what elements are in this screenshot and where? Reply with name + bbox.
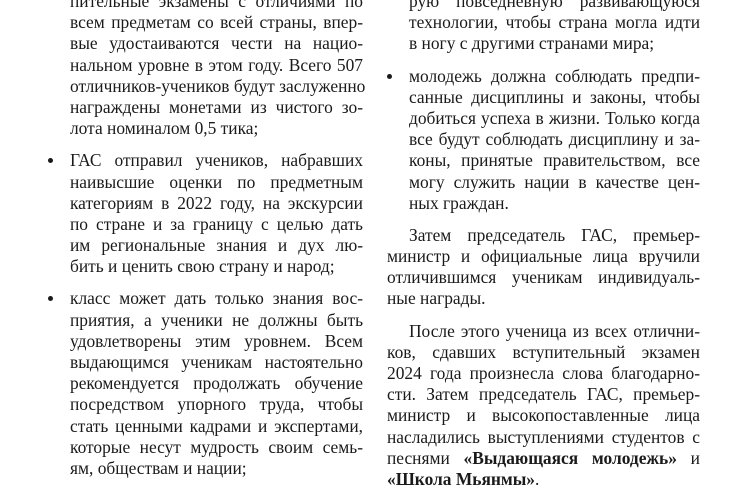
text-line: министр и высокопоставленные лица (387, 405, 700, 426)
paragraph (387, 225, 700, 310)
text-line: по стране и за границу с целью дать (70, 213, 363, 234)
text-line: коны, принятые правительством, все (409, 150, 700, 171)
list-item (387, 0, 700, 55)
text-line: лота номиналом 0,5 тика; (70, 118, 259, 139)
text-line: отличившимся ученикам индивидуаль- (387, 267, 700, 288)
text-line: Затем председатель ГАС, премьер- (409, 224, 700, 245)
text-line: рую повседневную развивающуюся (409, 0, 700, 11)
text-line: могу служить нации в качестве цен- (409, 171, 700, 192)
text-line: вые удостаиваются чести на нацио- (70, 33, 363, 54)
bullet-icon (48, 296, 53, 301)
text-line: 2024 года произнесла слова благодарно- (387, 363, 700, 383)
text-line: награждены монетами из чистого зо- (70, 96, 363, 117)
text-line: технологии, чтобы страна могла идти (409, 12, 700, 33)
text-line: нальном уровне в этом году. Всего 507 (70, 54, 363, 75)
text-line: категориям в 2022 году, на экскурсии (70, 192, 363, 213)
text-line: добиться успеха в жизни. Только когда (409, 107, 700, 128)
text-line: всем предметам со всей страны, впер- (70, 12, 363, 33)
text-line: ных граждан. (409, 192, 509, 213)
right-column (387, 0, 700, 490)
text-line: приятия, а ученики не должны быть (70, 309, 363, 330)
text-line: выдающимся ученикам настоятельно (70, 352, 363, 372)
text-line: молодежь должна соблюдать предпи- (409, 65, 700, 86)
text-line: ков, сдавших вступительный экзамен (387, 341, 700, 362)
text-line: удовлетворены этим уровнем. Всем (70, 330, 363, 351)
text-line: наивысшие оценки по предметным (70, 171, 363, 192)
left-column (48, 0, 366, 479)
text-fragment: . (535, 468, 540, 489)
bullet-icon (48, 158, 53, 163)
text-line: стать ценными кадрами и экспертами, (70, 415, 363, 436)
text-line: пительные экзамены с отличиями по (70, 0, 363, 11)
text-line: санные дисциплины и законы, чтобы (409, 86, 700, 107)
text-line: ГАС отправил учеников, набравших (70, 150, 363, 171)
text-line (387, 469, 700, 490)
text-line: После этого ученица из всех отлични- (409, 320, 700, 341)
text-line: им региональные знания и дух лю- (70, 235, 363, 256)
text-line: отличников-учеников будут заслуженно (70, 75, 366, 96)
text-fragment: песнями (387, 447, 450, 468)
text-line: рекомендуется продолжать обучение (70, 373, 363, 394)
paragraph (387, 321, 700, 490)
text-line: класс может дать только знания вос- (70, 288, 363, 309)
song-title: «Выдающаяся молодежь» (463, 447, 677, 468)
text-line: бить и ценить свою страну и народ; (70, 256, 335, 277)
text-line: в ногу с другими странами мира; (409, 33, 655, 54)
text-line (387, 448, 700, 469)
list-item (48, 0, 366, 139)
text-line: сти. Затем председатель ГАС, премьер- (387, 384, 700, 405)
bullet-icon (387, 74, 392, 79)
text-line: ям, обществам и нации; (70, 457, 247, 478)
text-fragment: и (690, 447, 700, 468)
list-item (48, 288, 363, 479)
text-line: посредством упорного труда, чтобы (70, 394, 363, 415)
text-line: все будут соблюдать дисциплину и за- (409, 129, 700, 150)
list-item (48, 150, 363, 277)
text-line: которые несут мудрость своим семь- (70, 436, 363, 457)
text-line: насладились выступлениями студентов с (387, 426, 700, 447)
list-item (387, 66, 700, 214)
text-line: министр и официальные лица вручили (387, 246, 700, 267)
text-line: ные награды. (387, 288, 486, 309)
song-title: «Школа Мьянмы» (387, 468, 536, 489)
